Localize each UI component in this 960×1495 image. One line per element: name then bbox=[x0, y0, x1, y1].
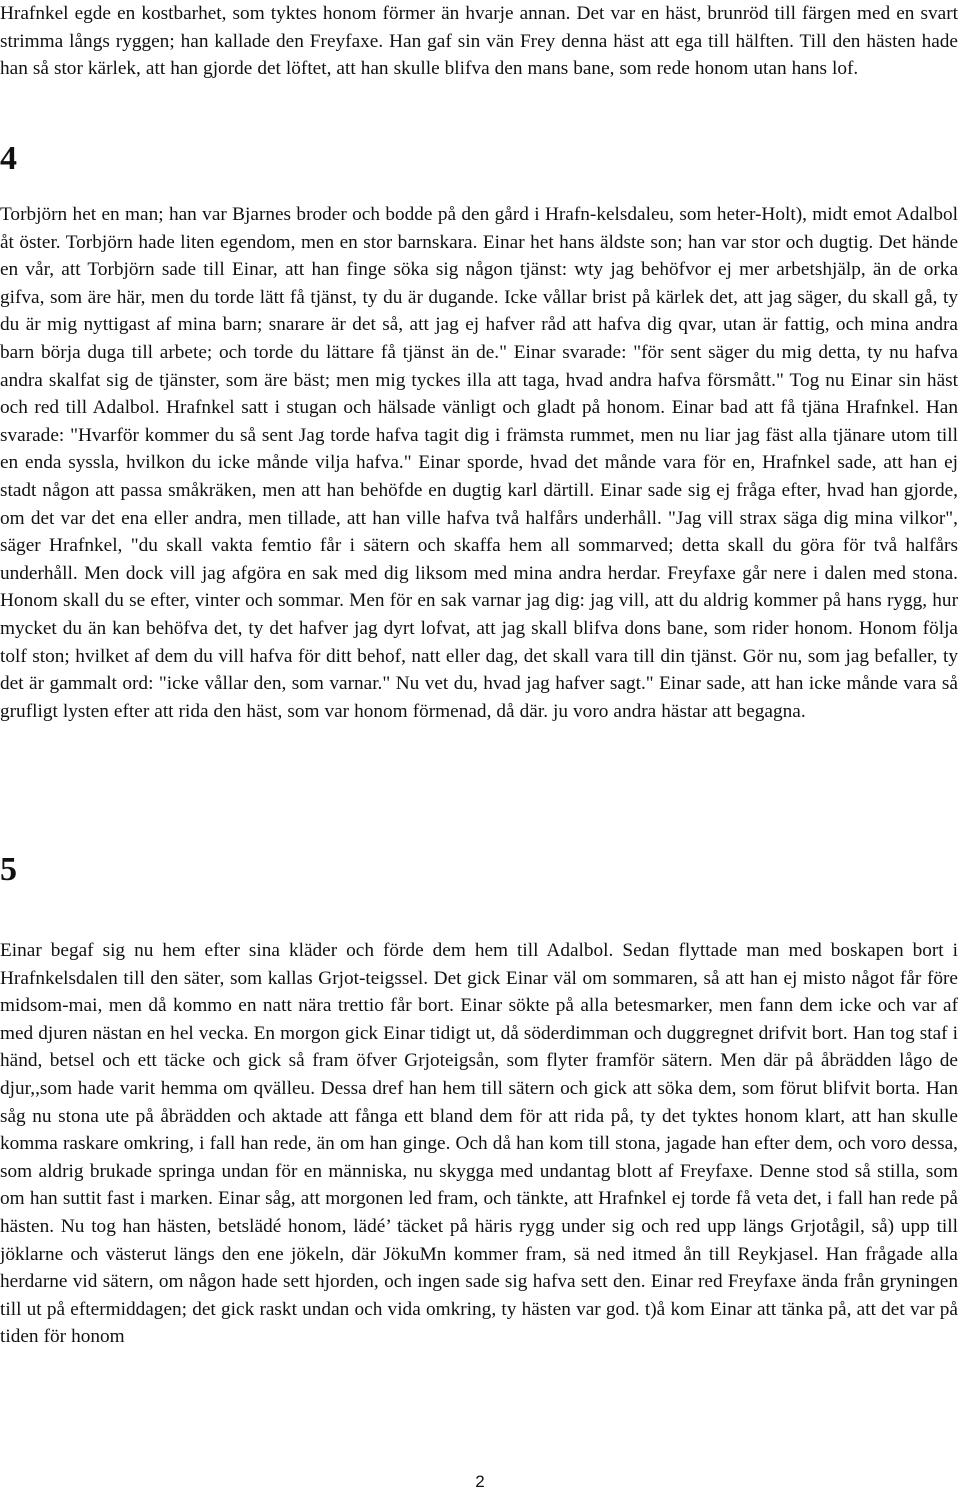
paragraph-intro: Hrafnkel egde en kostbarhet, som tyktes honom förmer än hvarje annan. Det var en häst, brunröd till färgen med en svart strimma långs ryggen; han kallade den Freyfaxe. Han gaf sin vän Frey denna häst att ega till hälften. Till den hästen hade han så stor kärlek, att han gjorde det löftet, att han skulle blifva den mans bane, som rede honom utan hans lof. bbox=[0, 3, 958, 80]
section-heading-4: 4 bbox=[0, 140, 17, 177]
paragraph-section-4: Torbjörn het en man; han var Bjarnes broder och bodde på den gård i Hrafn-kelsdaleu, som heter-Holt), midt emot Adalbol åt öster. Torbjörn hade liten egendom, men en stor barnskara. Einar het hans äldste son; han var stor och dugtig. Det hände en vår, att Torbjörn sade till Einar, att han finge söka sig någon tjänst: wty jag behöfvor ej mer arbetshjälp, än de orka gifva, som äre här, men du torde lätt få tjänst, ty du är dugande. Icke vållar brist på kärlek det, att jag säger, du skall gå, ty du är mig nyttigast af mina barn; snarare är det så, att jag ej hafver råd att hafva dig qvar, utan är fattig, och mina andra barn börja duga till arbete; och torde du lättare få tjänst än de." Einar svarade: "för sent säger du mig detta, ty nu hafva andra skalfat sig de tjänster, som äre bäst; men mig tyckes illa att taga, hvad andra hafva försmått." Tog nu Einar sin häst och red till Adalbol. Hrafnkel satt i stugan och hälsade vänligt och gladt på honom. Einar bad att få tjäna Hrafnkel. Han svarade: "Hvarför kommer du så sent Jag torde hafva tagit dig i främsta rummet, men nu liar jag fäst alla tjänare utom till en enda syssla, hvilkon du icke månde vilja hafva." Einar sporde, hvad det månde vara för en, Hrafnkel sade, att han ej stadt någon att passa småkräken, men att han behöfde en dugtig karl därtill. Einar sade sig ej fråga efter, hvad han gjorde, om det var det ena eller andra, men tillade, att han ville hafva två halfårs underhåll. "Jag vill strax säga dig mina vilkor", säger Hrafnkel, "du skall vakta femtio får i sätern och skaffa hem all sommarved; detta skall du göra för två halfårs underhåll. Men dock vill jag afgöra en sak med dig liksom med mina andra herdar. Freyfaxe går nere i dalen med stona. Honom skall du se efter, vinter och sommar. Men för en sak varnar jag dig: jag vill, att du aldrig kommer på hans rygg, hur mycket du än kan behöfva det, ty det hafver jag dyrt lofvat, att jag skall blifva dons bane, som rider honom. Honom följa tolf ston; hvilket af dem du vill hafva för ditt behof, natt eller dag, det skall vara till din tjänst. Gör nu, som jag befaller, ty det är gammalt ord: "icke vållar den, som varnar." Nu vet du, hvad jag hafver sagt." Einar sade, att han icke månde vara så grufligt lysten efter att rida den häst, som var honom förmenad, då där. ju voro andra hästar att begagna. bbox=[0, 204, 958, 722]
section-heading-5: 5 bbox=[0, 851, 17, 888]
page-number: 2 bbox=[475, 1472, 485, 1491]
paragraph-section-5: Einar begaf sig nu hem efter sina kläder och förde dem hem till Adalbol. Sedan flyttade man med boskapen bort i Hrafnkelsdalen till den säter, som kallas Grjot-teigssel. Det gick Einar väl om sommaren, så att han ej misto något får före midsom-mai, men då kommo en natt nära trettio får bort. Einar sökte på alla betesmarker, men fann dem icke och var af med djuren nästan en hel vecka. En morgon gick Einar tidigt ut, då söderdimman och duggregnet drifvit bort. Han tog staf i händ, betsel och ett täcke och gick så fram öfver Grjoteigsån, som flyter framför sätern. Men där på åbrädden lågo de djur,,som hade varit hemma om qvälleu. Dessa dref han hem till sätern och gick att söka dem, som förut blifvit borta. Han såg nu stona ute på åbrädden och aktade att fånga ett bland dem för att rida på, ty det tyktes honom klart, att han skulle komma raskare omkring, i fall han rede, än om han ginge. Och då han kom till stona, jagade han efter dem, och voro dessa, som aldrig brukade springa undan för en människa, nu skygga med undantag blott af Freyfaxe. Denne stod så stilla, som om han suttit fast i marken. Einar såg, att morgonen led fram, och tänkte, att Hrafnkel ej torde få veta det, i fall han rede på hästen. Nu tog han hästen, betslädé honom, lädé’ täcket på häris rygg under sig och red upp längs Grjotågil, så) upp till jöklarne och västerut längs den ene jökeln, där JökuMn kommer fram, sä ned itmed ån till Reykjasel. Han frågade alla herdarne vid sätern, om någon hade sett hjorden, och ingen sade sig hafva sett den. Einar red Freyfaxe ända från gryningen till ut på eftermiddagen; det gick raskt undan och vida omkring, ty hästen var god. t)å kom Einar att tänka på, att det var på tiden för honom bbox=[0, 940, 958, 1348]
